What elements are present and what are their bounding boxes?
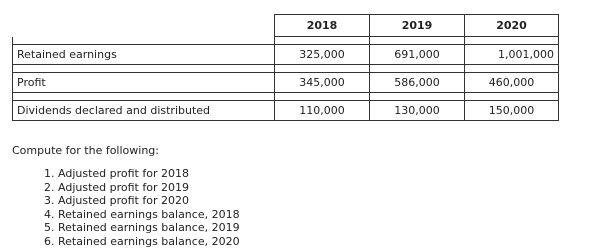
header-year-2018: 2018 [275, 15, 370, 37]
row-label: Dividends declared and distributed [13, 101, 275, 121]
table-header-row [13, 15, 559, 37]
cell-value: 325,000 [275, 45, 370, 65]
spacer-cell [13, 37, 275, 45]
cell-value: 1,001,000 [465, 45, 559, 65]
list-item: 4. Retained earnings balance, 2018 [58, 208, 572, 222]
header-year-2020: 2020 [465, 15, 559, 37]
cell-value: 460,000 [465, 73, 559, 93]
spacer-cell [275, 93, 370, 101]
cell-value: 345,000 [275, 73, 370, 93]
spacer-cell [370, 37, 465, 45]
spacer-cell [370, 65, 465, 73]
cell-value: 130,000 [370, 101, 465, 121]
cell-value: 691,000 [370, 45, 465, 65]
table-spacer-row [13, 93, 559, 101]
cell-value: 110,000 [275, 101, 370, 121]
cell-value: 586,000 [370, 73, 465, 93]
table-spacer-row [13, 37, 559, 45]
spacer-cell [465, 65, 559, 73]
spacer-cell [275, 37, 370, 45]
financial-table [12, 14, 559, 121]
cell-value: 150,000 [465, 101, 559, 121]
spacer-cell [13, 65, 275, 73]
spacer-cell [465, 37, 559, 45]
list-item: 2. Adjusted profit for 2019 [58, 181, 572, 195]
list-item: 5. Retained earnings balance, 2019 [58, 221, 572, 235]
spacer-cell [370, 93, 465, 101]
row-label: Retained earnings [13, 45, 275, 65]
instructions-block [12, 144, 572, 248]
row-label: Profit [13, 73, 275, 93]
list-item: 6. Retained earnings balance, 2020 [58, 235, 572, 249]
spacer-cell [465, 93, 559, 101]
table-spacer-row [13, 65, 559, 73]
instructions-list [12, 167, 572, 248]
header-year-2019: 2019 [370, 15, 465, 37]
spacer-cell [13, 93, 275, 101]
header-blank-cell [13, 15, 275, 37]
table-row-retained-earnings [13, 45, 559, 65]
table-row-dividends [13, 101, 559, 121]
table-row-profit [13, 73, 559, 93]
list-item: 3. Adjusted profit for 2020 [58, 194, 572, 208]
list-item: 1. Adjusted profit for 2018 [58, 167, 572, 181]
instructions-intro: Compute for the following: [12, 144, 159, 157]
spacer-cell [275, 65, 370, 73]
